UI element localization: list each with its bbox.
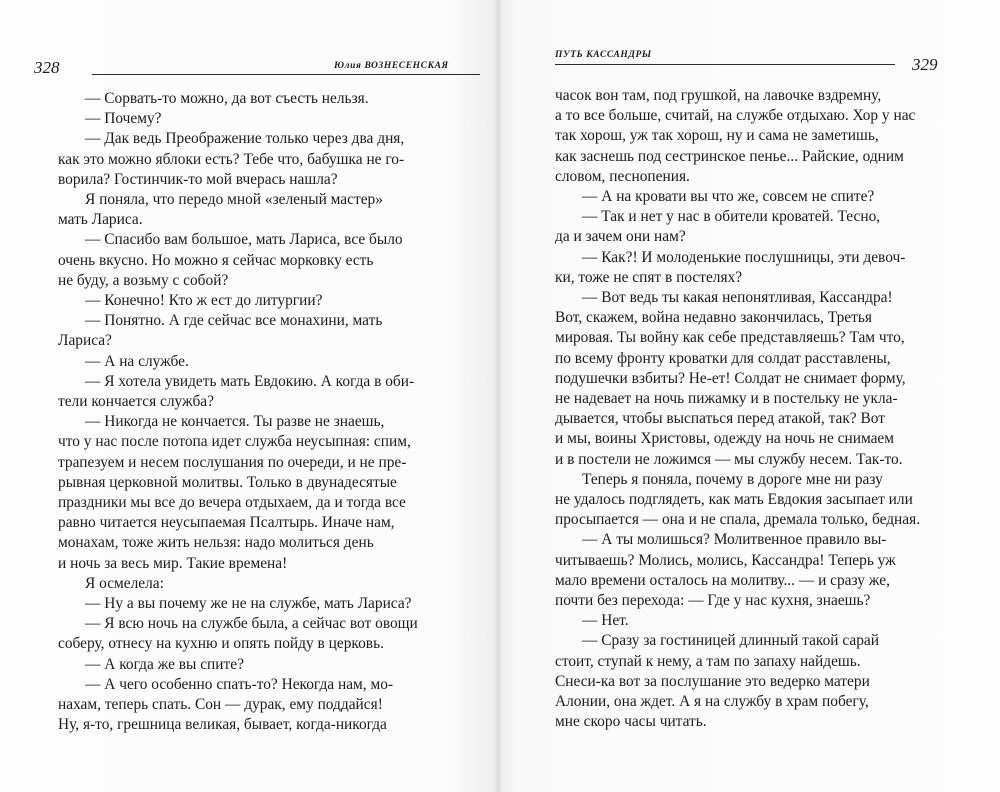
text-line: и ночь за весь мир. Такие времена!: [58, 554, 288, 572]
text-line: ки, тоже не спят в постелях?: [555, 268, 743, 286]
text-line: Лариса?: [58, 332, 112, 350]
text-line: так хорош, уж так хорош, ну и сама не заметишь,: [555, 127, 879, 145]
text-line: — А на кровати вы что же, совсем не спите?: [582, 188, 875, 206]
text-line: праздники мы все до вечера отдыхаем, да и тогда все: [58, 494, 406, 512]
text-line: Вот, скажем, война недавно закончилась, Третья: [555, 309, 872, 327]
text-line: — Сразу за гостиницей длинный такой сарай: [582, 632, 879, 650]
right-header-rule: [555, 64, 895, 65]
text-line: — Я хотела увидеть мать Евдокию. А когда в оби-: [85, 372, 415, 390]
text-line: — Ну а вы почему же не на службе, мать Лариса?: [85, 595, 412, 613]
text-line: Я поняла, что передо мной «зеленый мастер»: [85, 191, 383, 209]
text-line: — Дак ведь Преображение только через два дня,: [85, 130, 405, 148]
text-line: трапезуем и несем послушания по очереди, и не пре-: [58, 453, 407, 471]
text-line: — Так и нет у нас в обители кроватей. Тесно,: [582, 208, 881, 226]
text-line: мало времени осталось на молитву... — и сразу же,: [555, 571, 890, 589]
text-line: и мы, воины Христовы, одежду на ночь не снимаем: [555, 430, 895, 448]
text-line: Ну, я-то, грешница великая, бывает, когда-никогда: [58, 716, 387, 734]
text-line: нахам, теперь спать. Сон — дурак, ему поддайся!: [58, 696, 383, 714]
text-line: просыпается — она и не спала, дремала только, бедная.: [555, 511, 921, 529]
text-line: не надевает на ночь пижамку и в постельку не укла-: [555, 390, 898, 408]
text-line: рывная церковной молитвы. Только в двунадесятые: [58, 473, 397, 491]
text-line: а то все больше, считай, на службе отдыхаю. Хор у нас: [555, 107, 916, 125]
text-line: и в постели не ложимся — мы службу несем. Так-то.: [555, 450, 903, 468]
text-line: словом, песнопения.: [555, 167, 690, 185]
text-line: — Конечно! Кто ж ест до литургии?: [85, 292, 323, 310]
text-line: Я осмелела:: [85, 574, 164, 592]
text-line: Алонии, она ждет. А я на службу в храм побегу,: [555, 693, 869, 711]
text-line: — Как?! И молоденькие послушницы, эти девоч-: [582, 248, 906, 266]
left-header-rule: [92, 74, 480, 75]
text-line: — А на службе.: [85, 352, 189, 370]
text-line: — А чего особенно спать-то? Некогда нам, мо-: [85, 675, 394, 693]
text-line: равно читается неусыпаемая Псалтырь. Иначе нам,: [58, 514, 395, 532]
text-line: монахам, тоже жить нельзя: надо молиться день: [58, 534, 374, 552]
book-gutter: [494, 0, 502, 792]
text-line: да и зачем они нам?: [555, 228, 686, 246]
right-body-text: [555, 86, 995, 733]
text-line: не удалось подглядеть, как мать Евдокия засыпает или: [555, 491, 913, 509]
text-line: — А ты молишься? Молитвенное правило вы-: [582, 531, 887, 549]
text-line: ворила? Гостинчик-то мой вчерась нашла?: [58, 170, 338, 188]
text-line: — Вот ведь ты какая непонятливая, Кассандра!: [582, 289, 893, 307]
left-page-number: 328: [34, 58, 60, 77]
text-line: — Сорвать-то можно, да вот съесть нельзя.: [85, 90, 369, 107]
text-line: тели кончается служба?: [58, 393, 214, 411]
text-line: — Никогда не кончается. Ты разве не знаешь,: [85, 413, 385, 431]
text-line: как это можно яблоки есть? Тебе что, бабушка не го-: [58, 150, 405, 168]
text-line: стоит, ступай к нему, а там по запаху найдешь.: [555, 652, 861, 670]
text-line: мировая. Ты войну как себе представляешь? Там что,: [555, 329, 905, 347]
text-line: очень вкусно. Но можно я сейчас морковку есть: [58, 251, 374, 269]
text-line: — Нет.: [582, 612, 629, 630]
left-running-head: Юлия ВОЗНЕСЕНСКАЯ: [334, 61, 449, 71]
text-line: как заснешь под сестринское пенье... Райские, одним: [555, 147, 904, 165]
text-line: что у нас после потопа идет служба неусыпная: спим,: [58, 433, 411, 451]
text-line: мне скоро часы читать.: [555, 713, 707, 731]
right-page-number: 329: [912, 55, 938, 74]
text-line: Теперь я поняла, почему в дороге мне ни разу: [582, 470, 883, 488]
text-line: — Я всю ночь на службе была, а сейчас вот овощи: [85, 615, 418, 633]
text-line: дывается, чтобы выспаться перед атакой, так? Вот: [555, 410, 885, 428]
text-line: часок вон там, под грушкой, на лавочке вздремну,: [555, 87, 882, 104]
left-page: [0, 0, 497, 792]
text-line: — Понятно. А где сейчас все монахини, мать: [85, 312, 383, 330]
text-line: по всему фронту кроватки для солдат расставлены,: [555, 349, 891, 367]
text-line: — Спасибо вам большое, мать Лариса, все было: [85, 231, 403, 249]
text-line: почти без перехода: — Где у нас кухня, знаешь?: [555, 592, 871, 610]
text-line: мать Лариса.: [58, 211, 143, 229]
right-page: [497, 0, 1000, 792]
right-running-head: ПУТЬ КАССАНДРЫ: [555, 50, 652, 60]
text-line: соберу, отнесу на кухню и опять пойду в церковь.: [58, 635, 384, 653]
text-line: подушечки взбиты? Не-ет! Солдат не снимает форму,: [555, 369, 906, 387]
text-line: Снеси-ка вот за послушание это ведерко матери: [555, 672, 870, 690]
left-body-text: [58, 89, 488, 736]
text-line: читываешь? Молись, молись, Кассандра! Теперь уж: [555, 551, 896, 569]
text-line: не буду, а возьму с собой?: [58, 271, 229, 289]
text-line: — Почему?: [85, 110, 162, 128]
text-line: — А когда же вы спите?: [85, 655, 244, 673]
